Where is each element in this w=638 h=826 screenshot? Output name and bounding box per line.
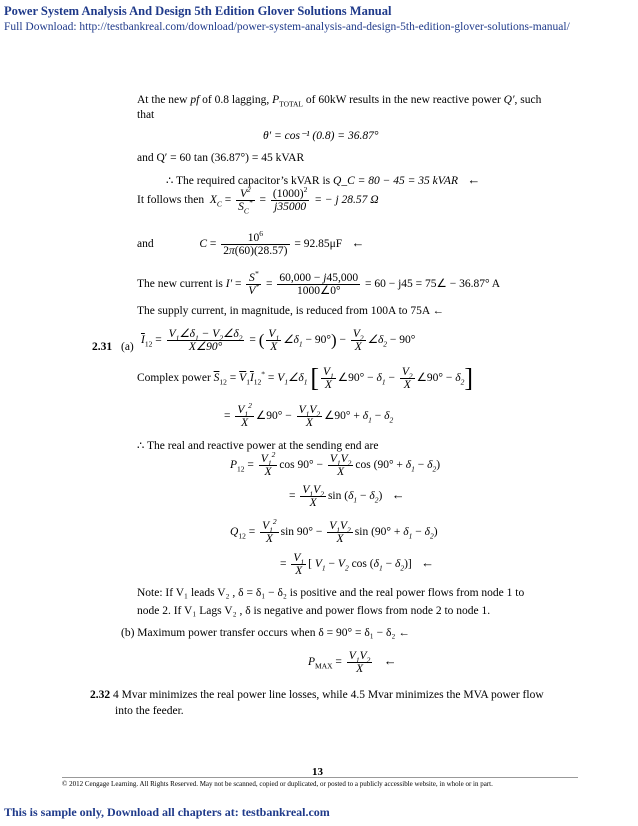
text-line: that [137, 109, 155, 121]
i12-equation: $\overline{I}_{12}$ = $\frac{V_1\angle\delta_1 - V_2\angle\delta_2}{X\angle 90^\circ}$ = ( $\frac{V_1}{X}$ $\angle\delta_1 - 90^\circ$) − $\frac{V_2}{X}$ $\angle\delta_2 - 90^\circ$ [141, 328, 416, 353]
p12-equation: $P_{12}$ = $\frac{V_1^2}{X}$ cos 90° − $\frac{V_1V_2}{X}$ $\cos (90^\circ + \delta_1 - \delta_2)$ [230, 450, 441, 478]
equation-q: and Q′ = 60 tan (36.87°) = 45 kVAR [137, 152, 305, 164]
capacitor-line: ∴ The required capacitor’s kVAR is Q_C = 80 − 45 = 35 kVAR ← [166, 172, 481, 187]
current-equation: The new current is I′ = $\frac{S^*}{V^*}$ = $\frac{60,000 - j45,000}{1000\angle 0^\circ}$ = 60 − j45 = 75∠ − 36.87° A [137, 269, 501, 297]
c-equation: and C = $\frac{10^6}{2\pi(60)(28.57)}$ = 92.85μF ← [137, 229, 365, 257]
download-label: Full Download: [4, 21, 77, 33]
problem-232: 2.32 4 Mvar minimizes the real power line losses, while 4.5 Mvar minimizes the MVA power flow [90, 689, 544, 701]
part-b-line: (b) Maximum power transfer occurs when δ = 90° = δ₁ − δ₂ ← [121, 627, 410, 639]
text-line: At the new pf of 0.8 lagging, $P_{TOTAL}$ of 60kW results in the new reactive power Q′, such [137, 94, 542, 109]
part-label: (a) [121, 341, 134, 353]
note-line-1: Note: If V₁ leads V₂ , δ = δ₁ − δ₂ is positive and the real power flows from node 1 to [137, 587, 525, 599]
download-link[interactable]: http://testbankreal.com/download/power-system-analysis-and-design-5th-edition-glover-solutions-manual/ [79, 21, 570, 33]
p12-result: = $\frac{V_1V_2}{X}$ $\sin (\delta_1 - \delta_2)$ ← [289, 484, 405, 509]
complex-power-result: = $\frac{V_1^2}{X}$ ∠90° − $\frac{V_1V_2}{X}$ ∠90° + $\delta_1 - \delta_2$ [224, 401, 394, 429]
problem-number: 2.31 [92, 341, 113, 353]
footer-divider [62, 777, 578, 778]
note-line-2: node 2. If V₁ Lags V₂ , δ is negative and power flows from node 2 to node 1. [137, 605, 491, 617]
pmax-equation: $P_{MAX}$ = $\frac{V_1V_2}{X}$ ← [308, 650, 397, 675]
q12-result: = $\frac{V_1}{X}$ [ $V_1 - V_2$ $\cos (\delta_1 - \delta_2)$] ← [280, 552, 435, 577]
download-line [4, 21, 570, 33]
copyright-notice: © 2012 Cengage Learning. All Rights Reserved. May not be scanned, copied or duplicated, or posted to a publicly accessible website, in whole or in part. [62, 780, 493, 788]
complex-power-equation: Complex power $\overline{S}_{12} = \overline{V}_1\overline{I}_{12}^*$ = $V_1\angle\delta_1$ [ $\frac{V_1}{X}$ ∠90° − $\delta_1$ − $\frac{V_2}{X}$ ∠90° − $\delta_2$] [137, 363, 474, 393]
q12-equation: $Q_{12}$ = $\frac{V_1^2}{X}$ sin 90° − $\frac{V_1V_2}{X}$ $\sin (90^\circ + \delta_1 - \delta_2)$ [230, 517, 438, 545]
equation-theta: θ′ = cos⁻¹ (0.8) = 36.87° [263, 130, 379, 142]
page-number: 13 [312, 766, 323, 778]
sample-footer[interactable]: This is sample only, Download all chapters at: testbankreal.com [4, 805, 330, 819]
document-title: Power System Analysis And Design 5th Edition Glover Solutions Manual [4, 4, 392, 18]
xc-equation: It follows then $X_C$ = $\frac{V^2}{S_C^*}$ = $\frac{(1000)^2}{j35000}$ = − j 28.57 Ω [137, 185, 379, 216]
supply-current-line: The supply current, in magnitude, is reduced from 100A to 75A ← [137, 305, 444, 317]
problem-232-line-2: into the feeder. [115, 705, 184, 717]
sending-end-line: ∴ The real and reactive power at the sending end are [137, 440, 379, 452]
